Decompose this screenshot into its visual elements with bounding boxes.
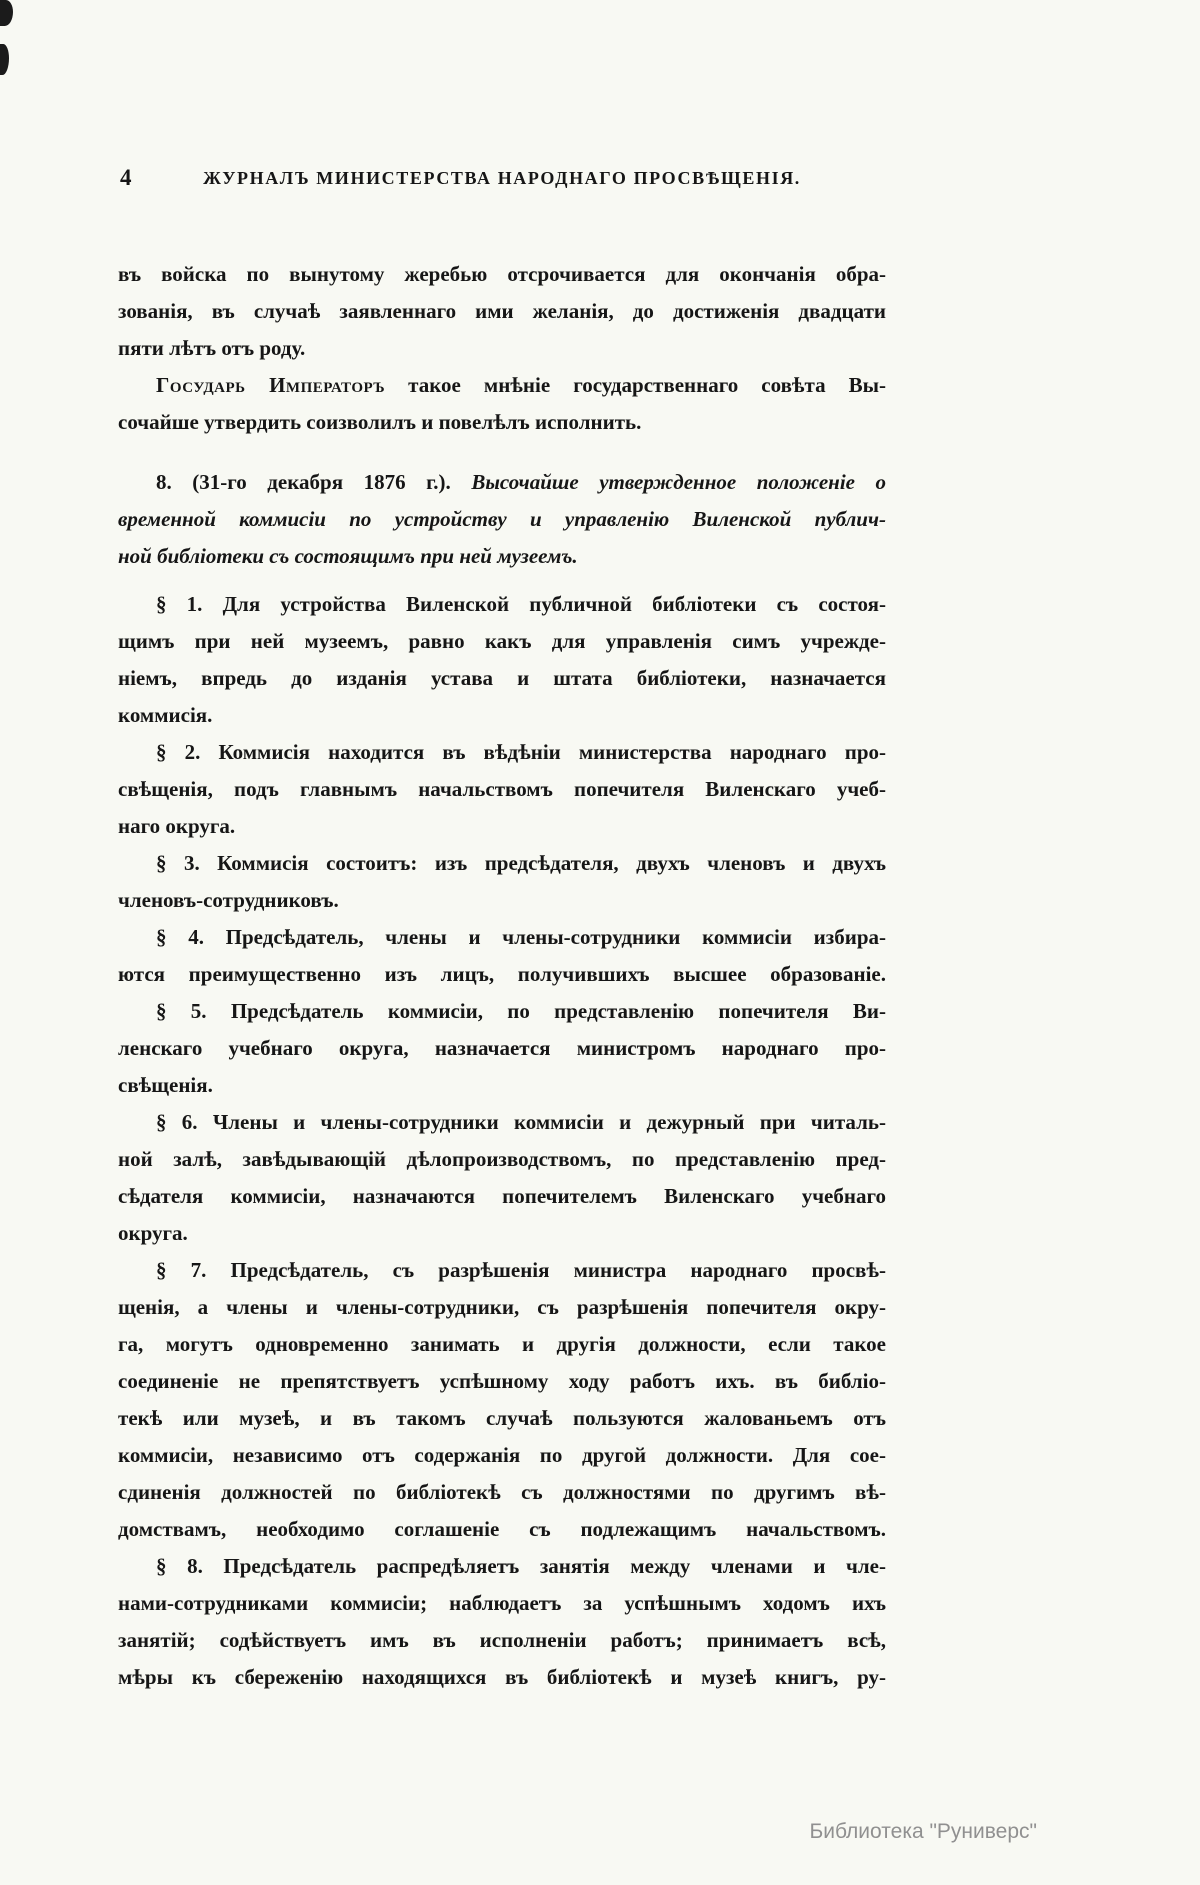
text-line <box>118 538 886 575</box>
text-line <box>118 1474 886 1511</box>
text-line <box>118 1326 886 1363</box>
paragraph <box>118 919 886 993</box>
text-line <box>118 1104 886 1141</box>
text-segment: занятій; содѣйствуетъ имъ въ исполненіи работъ; принимаетъ всѣ, <box>118 1628 886 1652</box>
text-line <box>118 1067 886 1104</box>
scan-artifact <box>0 44 9 75</box>
text-line <box>118 660 886 697</box>
text-segment: ются преимущественно изъ лицъ, получившихъ высшее образованіе. <box>118 962 886 986</box>
text-segment: § 2. Коммисія находится въ вѣдѣніи министерства народнаго про- <box>156 740 886 764</box>
text-line <box>118 1289 886 1326</box>
text-segment: свѣщенія. <box>118 1073 213 1097</box>
text-segment: въ войска по вынутому жеребью отсрочивается для окончанія обра- <box>118 262 886 286</box>
text-segment: § 6. Члены и члены-сотрудники коммисіи и дежурный при читаль- <box>156 1110 886 1134</box>
text-line <box>118 1141 886 1178</box>
text-segment: § 4. Предсѣдатель, члены и члены-сотрудники коммисіи избира- <box>156 925 886 949</box>
text-line <box>118 1548 886 1585</box>
text-line <box>118 845 886 882</box>
text-segment: свѣщенія, подъ главнымъ начальствомъ попечителя Виленскаго учеб- <box>118 777 886 801</box>
text-segment: сдиненія должностей по библіотекѣ съ должностями по другимъ вѣ- <box>118 1480 886 1504</box>
text-line <box>118 808 886 845</box>
text-segment: мѣры къ сбереженію находящихся въ библіотекѣ и музеѣ книгъ, ру- <box>118 1665 886 1689</box>
text-segment: сочайше утвердить соизволилъ и повелѣлъ исполнить. <box>118 410 642 434</box>
text-segment: членовъ-сотрудниковъ. <box>118 888 339 912</box>
text-segment: га, могутъ одновременно занимать и другія должности, если такое <box>118 1332 886 1356</box>
text-segment: такое мнѣніе государственнаго совѣта Вы- <box>385 373 887 397</box>
text-line <box>118 771 886 808</box>
paragraph <box>118 586 886 734</box>
page-header <box>118 164 886 194</box>
text-segment: 8. (31-го декабря 1876 г.). <box>156 470 472 494</box>
document-body <box>118 256 886 1696</box>
paragraph <box>118 256 886 367</box>
section-heading <box>118 464 886 575</box>
text-line <box>118 919 886 956</box>
text-line <box>118 256 886 293</box>
library-watermark: Библиотека "Руниверс" <box>809 1820 1037 1843</box>
running-title: ЖУРНАЛЪ МИНИСТЕРСТВА НАРОДНАГО ПРОСВѢЩЕНІЯ. <box>203 168 801 188</box>
text-line <box>118 330 886 367</box>
text-line <box>118 404 886 441</box>
text-segment: ной залѣ, завѣдывающій дѣлопроизводствомъ, по представленію пред- <box>118 1147 886 1171</box>
paragraph <box>118 1548 886 1696</box>
paragraph <box>118 1252 886 1548</box>
text-segment: § 1. Для устройства Виленской публичной библіотеки съ состоя- <box>156 592 886 616</box>
text-line <box>118 697 886 734</box>
text-line <box>118 882 886 919</box>
text-segment: наго округа. <box>118 814 236 838</box>
text-segment: ленскаго учебнаго округа, назначается министромъ народнаго про- <box>118 1036 886 1060</box>
paragraph <box>118 845 886 919</box>
text-segment: округа. <box>118 1221 188 1245</box>
paragraph <box>118 1104 886 1252</box>
text-line <box>118 293 886 330</box>
paragraph <box>118 993 886 1104</box>
text-line <box>118 1252 886 1289</box>
text-segment: щенія, а члены и члены-сотрудники, съ разрѣшенія попечителя окру- <box>118 1295 886 1319</box>
text-segment: коммисія. <box>118 703 213 727</box>
text-line <box>118 586 886 623</box>
text-line <box>118 1437 886 1474</box>
text-line <box>118 1622 886 1659</box>
text-segment: текѣ или музеѣ, и въ такомъ случаѣ пользуются жалованьемъ отъ <box>118 1406 886 1430</box>
scan-artifact <box>0 0 13 26</box>
text-segment: Государь Императоръ <box>156 373 386 397</box>
text-line <box>118 464 886 501</box>
text-line <box>118 956 886 993</box>
text-segment: пяти лѣтъ отъ роду. <box>118 336 306 360</box>
text-segment: § 7. Предсѣдатель, съ разрѣшенія министра народнаго просвѣ- <box>156 1258 886 1282</box>
text-segment: ной библіотеки съ состоящимъ при ней музеемъ. <box>118 544 578 568</box>
text-line <box>118 1030 886 1067</box>
text-line <box>118 993 886 1030</box>
text-segment: соединеніе не препятствуетъ успѣшному ходу работъ ихъ. въ библіо- <box>118 1369 886 1393</box>
text-segment: § 5. Предсѣдатель коммисіи, по представленію попечителя Ви- <box>156 999 886 1023</box>
text-line <box>118 367 886 404</box>
text-segment: ніемъ, впредь до изданія устава и штата библіотеки, назначается <box>118 666 886 690</box>
text-segment: § 3. Коммисія состоитъ: изъ предсѣдателя, двухъ членовъ и двухъ <box>156 851 886 875</box>
page-number: 4 <box>120 165 132 190</box>
paragraph <box>118 734 886 845</box>
text-segment: коммисіи, независимо отъ содержанія по другой должности. Для сое- <box>118 1443 886 1467</box>
text-line <box>118 623 886 660</box>
text-segment: § 8. Предсѣдатель распредѣляетъ занятія между членами и чле- <box>156 1554 886 1578</box>
text-line <box>118 1363 886 1400</box>
text-line <box>118 1400 886 1437</box>
paragraph <box>118 367 886 441</box>
text-line <box>118 1511 886 1548</box>
text-line <box>118 734 886 771</box>
text-segment: Высочайше утвержденное положеніе о <box>471 470 886 494</box>
text-segment: зованія, въ случаѣ заявленнаго ими желанія, до достиженія двадцати <box>118 299 886 323</box>
text-segment: домствамъ, необходимо соглашеніе съ подлежащимъ начальствомъ. <box>118 1517 886 1541</box>
text-line <box>118 501 886 538</box>
text-line <box>118 1659 886 1696</box>
text-line <box>118 1585 886 1622</box>
text-segment: временной коммисіи по устройству и управленію Виленской публич- <box>118 507 886 531</box>
text-segment: нами-сотрудниками коммисіи; наблюдаетъ за успѣшнымъ ходомъ ихъ <box>118 1591 886 1615</box>
text-line <box>118 1215 886 1252</box>
text-segment: щимъ при ней музеемъ, равно какъ для управленія симъ учрежде- <box>118 629 886 653</box>
text-segment: сѣдателя коммисіи, назначаются попечителемъ Виленскаго учебнаго <box>118 1184 886 1208</box>
text-line <box>118 1178 886 1215</box>
